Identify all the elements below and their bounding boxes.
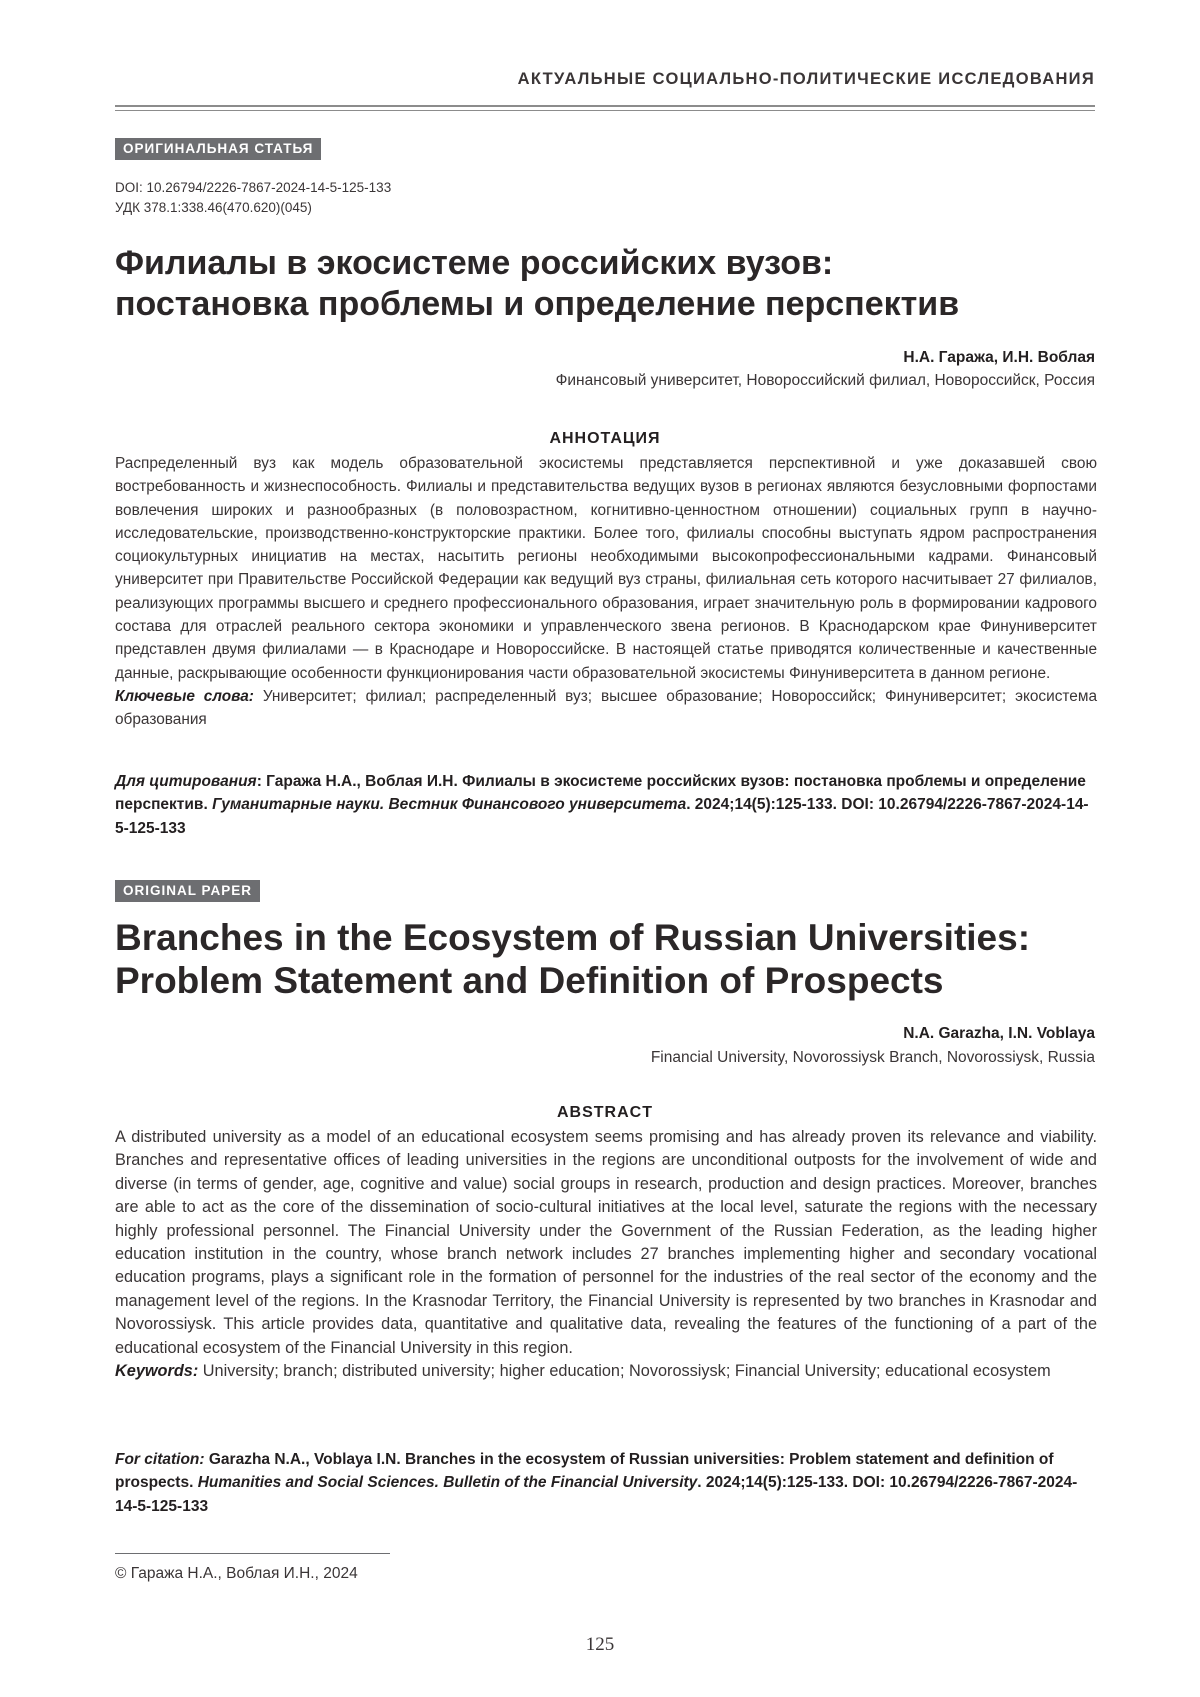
affiliation-en: Financial University, Novorossiysk Branch, Novorossiysk, Russia: [650, 1049, 1095, 1066]
citation-tail-ru: . 2024;14(5):125-133. DOI: 10.26794/2226-7867-2024-14-5-125-133: [115, 796, 1089, 837]
affiliation-ru: Финансовый университет, Новороссийский филиал, Новороссийск, Россия: [555, 372, 1095, 389]
authors-en: N.A. Garazha, I.N. Voblaya: [903, 1025, 1095, 1042]
journal-header: АКТУАЛЬНЫЕ СОЦИАЛЬНО-ПОЛИТИЧЕСКИЕ ИССЛЕДОВАНИЯ: [517, 70, 1095, 88]
authors-ru: Н.А. Гаража, И.Н. Воблая: [903, 349, 1095, 366]
title-ru-line2: постановка проблемы и определение перспектив: [115, 285, 960, 324]
citation-journal-ru: Гуманитарные науки. Вестник Финансового университета: [212, 796, 687, 814]
citation-text-ru: : Гаража Н.А., Воблая И.Н. Филиалы в экосистеме российских вузов: постановка проблемы и определение перспектив.: [115, 773, 1086, 814]
keywords-label-en: Keywords:: [115, 1362, 199, 1381]
keywords-ru: Университет; филиал; распределенный вуз; высшее образование; Новороссийск; Финуниверситет; экосистема образования: [115, 687, 1097, 729]
copyright-footnote: © Гаража Н.А., Воблая И.Н., 2024: [115, 1565, 358, 1582]
page-number: 125: [585, 1634, 615, 1655]
title-ru-line1: Филиалы в экосистеме российских вузов:: [115, 244, 834, 282]
keywords-label-ru: Ключевые слова:: [115, 687, 254, 705]
citation-ru: [115, 770, 1097, 840]
abstract-text-en: A distributed university as a model of an educational ecosystem seems promising and has already proven its relevance and viability. Branches and representative offices of leading universities in the regions are unconditional outposts for the involvement of wide and diverse (in terms of gender, age, cognitive and value) social groups in research, production and design practices. Moreover, branches are able to act as the core of the dissemination of socio-cultural initiatives at the local level, saturate the regions with the necessary highly professional personnel. The Financial University under the Government of the Russian Federation, as the leading higher education institution in the country, whose branch network includes 27 branches implementing higher and secondary vocational education programs, plays a significant role in the formation of personnel for the industries of the real sector of the economy and the management level of the regions. In the Krasnodar Territory, the Financial University is represented by two branches in Krasnodar and Novorossiysk. This article provides data, quantitative and qualitative data, revealing the features of the functioning of a part of the educational ecosystem of the Financial University in this region.: [115, 1128, 1097, 1357]
abstract-body-ru: [115, 452, 1097, 732]
header-rule-thick: [115, 105, 1095, 107]
article-type-badge-en: ORIGINAL PAPER: [115, 880, 260, 902]
citation-text-en: Garazha N.A., Voblaya I.N. Branches in the ecosystem of Russian universities: Problem statement and definition of prospects.: [115, 1451, 1054, 1492]
citation-label-ru: Для цитирования: [115, 773, 257, 790]
footnote-divider: [115, 1553, 390, 1554]
page-title-en: [115, 916, 1105, 1003]
header-rule-thin: [115, 110, 1095, 111]
abstract-heading-ru: АННОТАЦИЯ: [549, 430, 661, 447]
citation-tail-en: . 2024;14(5):125-133. DOI: 10.26794/2226-7867-2024-14-5-125-133: [115, 1474, 1078, 1515]
abstract-text-ru: Распределенный вуз как модель образовательной экосистемы представляется перспективной и уже доказавшей свою востребованность и жизнеспособность. Филиалы и представительства ведущих вузов в регионах являются безусловными форпостами вовлечения широких и разнообразных (в половозрастном, когнитивно-ценностном отношении) социальных групп в научно-исследовательские, производственно-конструкторские практики. Более того, филиалы способны выступать ядром распространения социокультурных инициатив на местах, насытить регионы необходимыми высокопрофессиональными кадрами. Финансовый университет при Правительстве Российской Федерации как ведущий вуз страны, филиальная сеть которого насчитывает 27 филиалов, реализующих программы высшего и среднего профессионального образования, играет значительную роль в формировании кадрового состава для отраслей реального сектора экономики и управленческого звена регионов. В Краснодарском крае Финуниверситет представлен двумя филиалами — в Краснодаре и Новороссийске. В настоящей статье приводятся количественные и качественные данные, раскрывающие особенности функционирования части образовательной экосистемы Финуниверситета в данном регионе.: [115, 455, 1097, 682]
doi: DOI: 10.26794/2226-7867-2024-14-5-125-133: [115, 180, 392, 195]
keywords-en: University; branch; distributed university; higher education; Novorossiysk; Financial University; educational ecosystem: [202, 1362, 1051, 1381]
citation-en: [115, 1448, 1097, 1518]
citation-label-en: For citation:: [115, 1451, 205, 1468]
title-en-line1: Branches in the Ecosystem of Russian Universities:: [115, 917, 1031, 958]
article-type-badge-ru: ОРИГИНАЛЬНАЯ СТАТЬЯ: [115, 138, 321, 160]
citation-journal-en: Humanities and Social Sciences. Bulletin of the Financial University: [197, 1474, 698, 1492]
page-title-ru: [115, 243, 1105, 326]
udk: УДК 378.1:338.46(470.620)(045): [115, 200, 312, 215]
abstract-body-en: [115, 1126, 1097, 1383]
abstract-heading-en: ABSTRACT: [557, 1104, 653, 1121]
title-en-line2: Problem Statement and Definition of Prospects: [115, 960, 944, 1002]
